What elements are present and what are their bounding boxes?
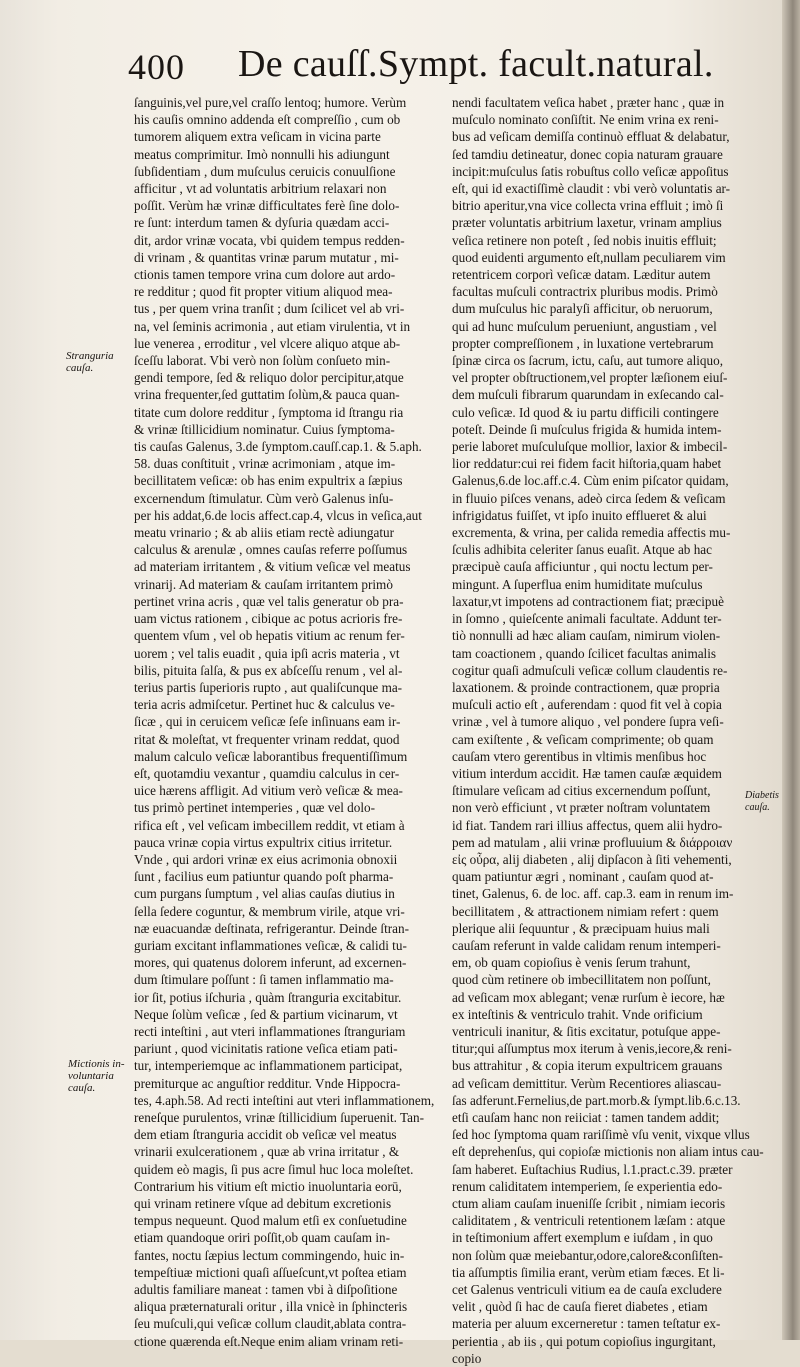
- text-line: muſculo nominato conſiſtit. Ne enim vrina ex reni-: [452, 112, 719, 128]
- running-title: De cauſſ.Sympt. facult.natural.: [238, 43, 714, 85]
- text-line: em, ob quam copioſius è venis ſerum trahunt,: [452, 955, 691, 971]
- text-line: afficitur , vt ad voluntatis arbitrium relaxari non: [134, 181, 387, 197]
- text-line: qui vrinam retinere vſque ad debitum excretionis: [134, 1196, 392, 1211]
- text-line: reneſque purulentos, vrinæ ſtillicidium ſuperuenit. Tan-: [134, 1109, 424, 1125]
- text-line: Contrarium his vitium eſt mictio inuoluntaria eorū,: [134, 1178, 402, 1194]
- text-line: etſi cauſam hanc non reiiciat : tamen tandem addit;: [452, 1109, 720, 1125]
- text-line: tinet, Galenus, 6. de loc. aff. cap.3. eam in renum im-: [452, 886, 734, 902]
- text-line: tur, intemperiemque ac inflammationem participat,: [134, 1058, 403, 1074]
- marginal-note-stranguria: Stranguria cauſa.: [66, 350, 114, 374]
- text-line: ſeu muſculi,qui veſicæ collum claudit,ablata contra-: [134, 1316, 407, 1332]
- text-line: ritat & moleſtat, vt frequenter vrinam reddat, quod: [134, 731, 400, 747]
- text-line: dem muſculi fibrarum quarundam in exſecando cal-: [452, 387, 724, 403]
- text-line: ſed hoc ſymptoma quam rariſſimè vſu venit, vixque vllus: [452, 1127, 750, 1143]
- text-line: qui ad hunc muſculum perueniunt, angustiam , vel: [452, 318, 717, 334]
- text-line: tis cauſas Galenus, 3.de ſymptom.cauſſ.cap.1. & 5.aph.: [134, 439, 422, 455]
- text-line: meatu vrinario ; & ab aliis etiam rectè adiungatur: [134, 525, 394, 541]
- right-text-column: [452, 94, 782, 1367]
- text-line: recti inteſtini , aut vteri inflammationes ſtranguriam: [134, 1023, 406, 1039]
- text-line: quentem vſum , vel ob hepatis vitium ac renum fer-: [134, 628, 405, 644]
- text-line: per his addat,6.de locis affect.cap.4, vlcus in veſica,aut: [134, 507, 422, 523]
- text-line: velit , quòd ſi hac de cauſa fieret diabetes , etiam: [452, 1299, 708, 1315]
- text-line: cum purgans ſumptum , vel alias cauſas diutius in: [134, 886, 395, 902]
- text-line: premiturque ac anguſtior redditur. Vnde Hippocra-: [134, 1075, 401, 1091]
- text-line: gendi tempore, ſed & reliquo dolor percipitur,atque: [134, 370, 404, 386]
- text-line: præcipuè cauſa afficiuntur , qui noctu lectum per-: [452, 559, 713, 575]
- text-line: poſſit. Verùm hæ vrinæ difficultates ferè ſine dolo-: [134, 198, 400, 214]
- text-line: quam patiuntur ægri , nominant , cauſam quod at-: [452, 869, 714, 885]
- text-line: pem ad matulam , alii vrinæ profluuium & διάρροιαν: [452, 834, 733, 850]
- text-line: in teſtimonium affert exemplum e iuſdam , in quo: [452, 1230, 713, 1246]
- text-line: non verò efficiunt , vt præter noſtram voluntatem: [452, 800, 711, 816]
- text-line: di vrinam , & quantitas vrinæ parum mutatur , mi-: [134, 249, 399, 265]
- text-line: ſtimulare veſicam ad citius excernendum poſſunt,: [452, 783, 711, 799]
- text-line: dum muſculus hic paralyſi afficitur, ob neruorum,: [452, 301, 713, 317]
- text-line: ſunt , facilius eum patiuntur quando poſt pharma-: [134, 869, 394, 885]
- text-line: quod euidenti argumento eſt,nullam peculiarem vim: [452, 249, 726, 265]
- text-line: re redditur ; quod fit propter vitium aliquod mea-: [134, 284, 393, 300]
- text-line: plerique alii ſequuntur , & præcipuam huius mali: [452, 920, 710, 936]
- text-line: rifica eſt , vel veſicam imbecillem reddit, vt etiam à: [134, 817, 405, 833]
- text-line: uice hærens affligit. Ad vitium verò veſicæ & mea-: [134, 783, 403, 799]
- running-head: [128, 42, 728, 92]
- text-line: ex inteſtinis & ventriculo trahit. Vnde orificium: [452, 1006, 703, 1022]
- text-line: ad veſicam demittitur. Verùm Recentiores aliascau-: [452, 1075, 722, 1091]
- text-line: quod cùm retinere ob imbecillitatem non poſſunt,: [452, 972, 711, 988]
- text-line: ſella ſedere coguntur, & membrum virile, atque vri-: [134, 903, 405, 919]
- text-line: ſculis adhibita celeriter ſanus euaſit. Atque ab hac: [452, 542, 712, 558]
- text-line: retentricem corporì veſicæ datam. Læditur autem: [452, 267, 711, 283]
- marginal-note-diabetis: Diabetis cauſa.: [745, 790, 779, 813]
- text-line: mingunt. A ſuperflua enim humiditate muſculus: [452, 576, 703, 592]
- text-line: tam coactionem , quando ſcilicet facultas animalis: [452, 645, 717, 661]
- page-number: 400: [128, 47, 185, 87]
- text-line: bilis, pituita ſalſa, & pus ex abſceſſu renum , vel al-: [134, 662, 403, 678]
- text-line: laxationem. & proinde contractionem, quæ propria: [452, 679, 720, 695]
- text-line: ſam haberet. Euſtachius Rudius, l.1.pract.c.39. præter: [452, 1161, 733, 1177]
- text-line: perie laboret muſculuſque mollior, laxior & imbecil-: [452, 439, 728, 455]
- text-line: muſculi actio eſt , auferendam : quod fit vel à copia: [452, 697, 722, 713]
- text-line: cam exiſtente , & veſicam comprimente; ob quam: [452, 731, 714, 747]
- text-line: eſt deprehenſus, qui copioſæ mictionis non aliam intus cau-: [452, 1144, 764, 1160]
- text-line: 58. duas conſtituit , vrinæ acrimoniam , atque im-: [134, 456, 396, 472]
- text-line: culo veſicæ. Id quod & iu partu difficili contingere: [452, 404, 719, 420]
- text-line: vrinarij. Ad materiam & cauſam irritantem primò: [134, 576, 393, 592]
- text-line: etiam quandoque oriri poſſit,ob quam cauſam in-: [134, 1230, 390, 1246]
- text-line: uorem ; vel talis euadit , quia ipſi acris materia , vt: [134, 645, 400, 661]
- text-line: tiò nonnulli ad hæc aliam cauſam, nimirum violen-: [452, 628, 721, 644]
- text-line: na, vel ſeminis acrimonia , aut etiam virulentia, vt in: [134, 318, 411, 334]
- left-text-column: [134, 94, 444, 1350]
- text-line: uam victus rationem , cibique ac potus acrioris fre-: [134, 611, 403, 627]
- text-line: perientia , ab iis , qui potum copioſius ingurgitant,: [452, 1333, 716, 1349]
- text-line: in fluuio piſces venans, adeò circa ſedem & veſicam: [452, 490, 726, 506]
- text-line: eſt, quotamdiu vexantur , quamdiu calculus in cer-: [134, 765, 400, 781]
- text-line: cauſam referunt in valde calidam renum intemperi-: [452, 937, 721, 953]
- text-line: quidem eò magis, ſi pus acre ſimul huc loca moleſtet.: [134, 1161, 414, 1177]
- text-line: adultis familiare maneat : tamen vbi à diſpoſitione: [134, 1282, 398, 1298]
- text-line: tus primò pertinet intemperies , quæ vel dolo-: [134, 800, 375, 816]
- text-line: ctum aliam cauſam inueniſſe ſcribit , nimiam iecoris: [452, 1196, 726, 1211]
- text-line: ventriculi inanitur, & ſitis excitatur, potuſque appe-: [452, 1023, 721, 1039]
- text-line: materia per aluum excerneretur : tamen teſtatur ex-: [452, 1316, 721, 1332]
- text-line: ctionis tamen tempore vrina cum dolore aut ardo-: [134, 267, 396, 283]
- text-line: tempus nequeunt. Quod malum etſi ex conſuetudine: [134, 1213, 407, 1229]
- text-line: ſpinæ circa os ſacrum, ictu, caſu, aut tumore aliquo,: [452, 353, 723, 369]
- text-line: bitrio aperitur,vna vice collecta vrina effluit ; imò ſi: [452, 198, 724, 214]
- text-line: meatus comprimitur. Imò nonnulli his adiungunt: [134, 146, 390, 162]
- text-line: Vnde , qui ardori vrinæ ex eius acrimonia obnoxii: [134, 851, 398, 867]
- text-line: caliditatem , & ventriculi retentionem læſam : atque: [452, 1213, 726, 1229]
- text-line: ctione quærenda eſt.Neque enim aliam vrinam reti-: [134, 1333, 404, 1349]
- text-line: ſed tamdiu detineatur, donec copia naturam grauare: [452, 146, 723, 162]
- text-line: dit, ardor vrinæ vocata, vbi quidem tempus redden-: [134, 232, 405, 248]
- text-line: ſas adferunt.Fernelius,de part.morb.& ſympt.lib.6.c.13.: [452, 1092, 741, 1108]
- text-line: næ euacuandæ deſtinata, refrigerantur. Deinde ſtran-: [134, 920, 409, 936]
- text-line: Galenus,6.de loc.aff.c.4. Cùm enim piſcator quidam,: [452, 473, 729, 489]
- text-line: cauſam vtero gerentibus in vltimis menſibus hoc: [452, 748, 707, 764]
- text-line: terius partis ſuperioris rupto , aut qualiſcunque ma-: [134, 679, 403, 695]
- text-line: vrinarii exulcerationem , quæ ab vrina irritatur , &: [134, 1144, 400, 1160]
- text-line: tia aſſumptis ſimilia erant, verùm etiam fæces. Et li-: [452, 1264, 725, 1280]
- text-line: ſanguinis,vel pure,vel craſſo lentoq; humore. Verùm: [134, 95, 407, 110]
- text-line: malum calculo veſicæ laborantibus frequentiſſimum: [134, 748, 408, 764]
- text-line: ior ſit, potius iſchuria , quàm ſtranguria excitabitur.: [134, 989, 402, 1005]
- text-line: nendi facultatem veſica habet , præter hanc , quæ in: [452, 95, 725, 110]
- text-line: excernendum ſtimulatur. Cùm verò Galenus inſu-: [134, 490, 394, 506]
- text-line: pariunt , quod vicinitatis ratione veſica etiam pati-: [134, 1041, 398, 1057]
- text-line: titate cum dolore redditur , ſymptoma id ſtrangu ria: [134, 404, 404, 420]
- text-line: εἰς οὖρα, alij diabeten , alij dipſacon à ſiti vehementi,: [452, 851, 732, 867]
- text-line: Neque ſolùm veſicæ , ſed & partium vicinarum, vt: [134, 1006, 398, 1022]
- text-line: pauca vrinæ copia virtus expultrix citius irritetur.: [134, 834, 393, 850]
- text-line: ad veſicam mox ablegant; venæ rurſum è iecore, hæ: [452, 989, 725, 1005]
- text-line: dum ſtimulare poſſunt : ſi tamen inflammatio ma-: [134, 972, 394, 988]
- text-line: ſubſidentiam , dum muſculus ceruicis conuulſione: [134, 163, 396, 179]
- text-line: lue venerea , erroditur , vel vlcere aliquo atque ab-: [134, 335, 401, 351]
- text-line: becillitatem , & attractionem nimiam refert : quem: [452, 903, 719, 919]
- text-line: copio: [452, 1350, 482, 1366]
- text-line: re ſunt: interdum tamen & dyſuria quædam acci-: [134, 215, 390, 231]
- text-line: poteſt. Deinde ſi muſculus frigida & humida intem-: [452, 421, 722, 437]
- text-line: non ſolùm quæ meiebantur,odore,calore&conſiſten-: [452, 1247, 723, 1263]
- text-line: tus , per quem vrina tranſit ; dum ſcilicet vel ab vri-: [134, 301, 405, 317]
- text-line: mores, qui quatenus dolorem inferunt, ad excernen-: [134, 955, 407, 971]
- text-line: infrigidatus fuiſſet, vt ipſo inuito efflueret & alui: [452, 507, 707, 523]
- text-line: ad materiam irritantem , & vitium veſicæ vel meatus: [134, 559, 411, 575]
- text-line: vrinæ , vel à tumore aliquo , vel pondere ſupra veſi-: [452, 714, 724, 730]
- text-line: becillitatem veſicæ: ob has enim expultrix a ſæpius: [134, 473, 403, 489]
- text-line: & vrinæ ſtillicidium nominatur. Cuius ſymptoma-: [134, 421, 395, 437]
- text-line: vel propter obſtructionem,vel propter læſionem eiuſ-: [452, 370, 728, 386]
- text-line: præter voluntatis arbitrium laxetur, vrinam amplius: [452, 215, 722, 231]
- text-line: veſica retinere non poteſt , ſed nobis inuitis effluit;: [452, 232, 717, 248]
- text-line: pertinet vrina acris , quæ vel talis generatur ob pra-: [134, 593, 404, 609]
- text-line: bus attrahitur , & copia iterum expultricem grauans: [452, 1058, 723, 1074]
- text-line: fantes, noctu ſæpius lectum commingendo, huic in-: [134, 1247, 405, 1263]
- text-line: incipit:muſculus ſatis robuſtus collo veſicæ appoſitus: [452, 163, 729, 179]
- text-line: guriam excitant inflammationes veſicæ, & calidi tu-: [134, 937, 407, 953]
- text-line: renum caliditatem intemperiem, ſe experientia edo-: [452, 1178, 723, 1194]
- marginal-note-mictionis: Mictionis in-voluntaria cauſa.: [68, 1058, 125, 1094]
- text-line: his cauſis omnino addenda eſt compreſſio , cum ob: [134, 112, 401, 128]
- page-edge-shadow: [0, 0, 60, 1340]
- text-line: vrina frequenter,ſed guttatim ſolùm,& pauca quan-: [134, 387, 400, 403]
- text-line: tumorem aliquem extra veſicam in vicina parte: [134, 129, 381, 145]
- text-line: titur;qui aſſumptus mox iterum à venis,iecore,& reni-: [452, 1041, 732, 1057]
- text-line: aliqua præternaturali oritur , illa vnicè in ſphincteris: [134, 1299, 408, 1315]
- text-line: ſicæ , qui in ceruicem veſicæ ſeſe inſinuans eam ir-: [134, 714, 401, 730]
- text-line: calculus & arenulæ , omnes cauſas referre poſſumus: [134, 542, 408, 558]
- text-line: in ſomno , quieſcente animali facultate. Addunt ter-: [452, 611, 722, 627]
- text-line: teria acris admiſcetur. Pertinet huc & calculus ve-: [134, 697, 395, 713]
- text-line: id fiat. Tandem rari illius affectus, quem alii hydro-: [452, 817, 723, 833]
- text-line: tempeſtiuæ mictioni quaſi aſſueſcunt,vt poſtea etiam: [134, 1264, 407, 1280]
- text-line: laxatur,vt impotens ad contractionem fiat; præcipuè: [452, 593, 724, 609]
- text-line: dem etiam ſtranguria accidit ob veſicæ vel meatus: [134, 1127, 397, 1143]
- text-line: ſceſſu laborat. Vbi verò non ſolùm conſueto min-: [134, 353, 391, 369]
- text-line: lior reddatur:cui rei fidem facit hiſtoria,quam habet: [452, 456, 722, 472]
- text-line: cogitur quaſi admuſculi veſicæ collum claudentis re-: [452, 662, 728, 678]
- text-line: propter compreſſionem , in luxatione vertebrarum: [452, 335, 714, 351]
- text-line: cet Galenus ventriculi vitium ea de cauſa excludere: [452, 1282, 722, 1298]
- text-line: tes, 4.aph.58. Ad recti inteſtini aut vteri inflammationem,: [134, 1092, 435, 1108]
- text-line: excrementa, & vrina, per calida remedia affectis mu-: [452, 525, 731, 541]
- text-line: bus ad veſicam demiſſa continuò effluat & delabatur,: [452, 129, 730, 145]
- text-line: eſt, qui id exactiſſimè claudit : vbi verò voluntatis ar-: [452, 181, 731, 197]
- book-gutter: [782, 0, 800, 1340]
- text-line: vitium interdum accidit. Hæ tamen cauſæ æquidem: [452, 765, 722, 781]
- text-line: facultas muſculi contractrix pluribus modis. Primò: [452, 284, 718, 300]
